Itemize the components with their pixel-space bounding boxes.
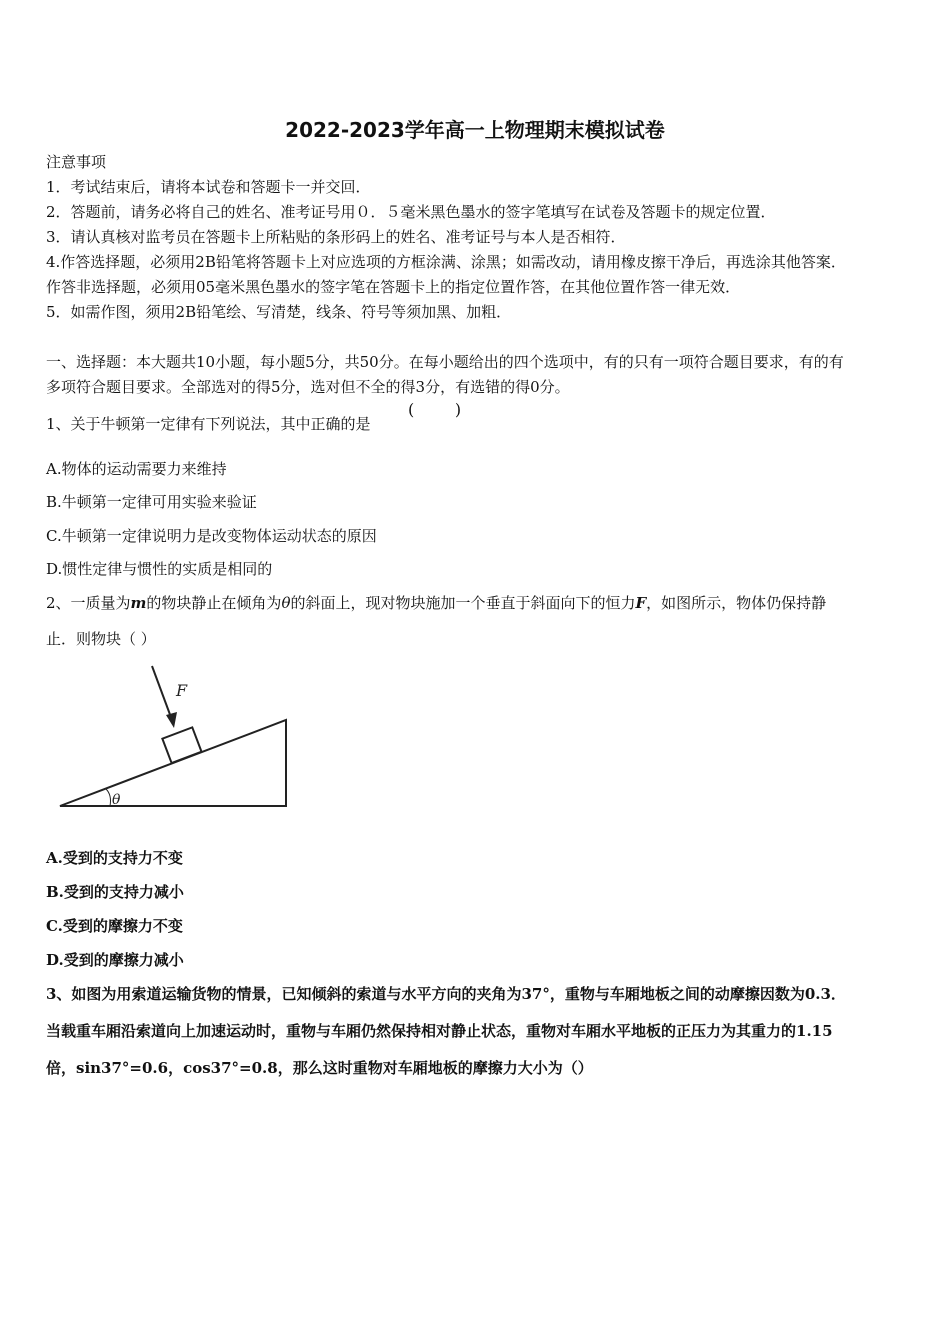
page-title: 2022-2023学年高一上物理期末模拟试卷 bbox=[285, 118, 665, 142]
q2-var-theta: θ bbox=[281, 594, 291, 612]
q1-stem: 1、关于牛顿第一定律有下列说法，其中正确的是 bbox=[46, 415, 371, 433]
force-label: F bbox=[176, 681, 188, 700]
q1-option-d: D.惯性定律与惯性的实质是相同的 bbox=[46, 560, 273, 578]
force-arrow-shaft bbox=[152, 666, 172, 720]
q2-stem-line1 bbox=[46, 593, 826, 613]
q2-option-d: D.受到的摩擦力减小 bbox=[46, 951, 184, 969]
q3-line2: 当载重车厢沿索道向上加速运动时，重物与车厢仍然保持相对静止状态，重物对车厢水平地板的正压力为其重力的1.15 bbox=[46, 1022, 833, 1040]
q2-stem-mid1: 的物块静止在倾角为 bbox=[146, 594, 282, 612]
block-group bbox=[162, 727, 201, 763]
q2-var-f: F bbox=[635, 594, 647, 612]
angle-arc bbox=[106, 789, 111, 806]
q2-stem-mid2: 的斜面上，现对物块施加一个垂直于斜面向下的恒力 bbox=[290, 594, 636, 612]
incline-figure bbox=[56, 662, 296, 812]
q1-answer-bracket: ( ) bbox=[408, 400, 462, 419]
q2-option-a: A.受到的支持力不变 bbox=[46, 849, 183, 867]
q1-option-b: B.牛顿第一定律可用实验来验证 bbox=[46, 493, 257, 511]
block bbox=[162, 727, 201, 763]
q2-option-c: C.受到的摩擦力不变 bbox=[46, 917, 183, 935]
section1-intro-line1: 一、选择题：本大题共10小题，每小题5分，共50分。在每小题给出的四个选项中，有的只有一项符合题目要求，有的有 bbox=[46, 353, 844, 371]
q1-option-c: C.牛顿第一定律说明力是改变物体运动状态的原因 bbox=[46, 527, 377, 545]
q2-option-b: B.受到的支持力减小 bbox=[46, 883, 184, 901]
section1-intro-line2: 多项符合题目要求。全部选对的得5分，选对但不全的得3分，有选错的得0分。 bbox=[46, 378, 570, 396]
force-arrow-head bbox=[166, 712, 177, 728]
q2-stem-pre: 2、一质量为 bbox=[46, 594, 131, 612]
notice-item-1: 1．考试结束后，请将本试卷和答题卡一并交回． bbox=[46, 178, 371, 196]
angle-label: θ bbox=[112, 792, 121, 808]
q2-var-m: m bbox=[130, 594, 147, 612]
notice-heading: 注意事项 bbox=[46, 153, 107, 171]
q3-line3: 倍，sin37°=0.6，cos37°=0.8，那么这时重物对车厢地板的摩擦力大小为（） bbox=[46, 1059, 593, 1077]
notice-item-3: 3．请认真核对监考员在答题卡上所粘贴的条形码上的姓名、准考证号与本人是否相符． bbox=[46, 228, 626, 246]
notice-item-5: 5．如需作图，须用2B铅笔绘、写清楚，线条、符号等须加黑、加粗． bbox=[46, 303, 512, 321]
notice-item-4: 4.作答选择题，必须用2B铅笔将答题卡上对应选项的方框涂满、涂黑；如需改动，请用橡皮擦干净后，再选涂其他答案． bbox=[46, 253, 846, 271]
notice-item-2: 2．答题前，请务必将自己的姓名、准考证号用０．５毫米黑色墨水的签字笔填写在试卷及答题卡的规定位置． bbox=[46, 203, 776, 221]
q1-option-a: A.物体的运动需要力来维持 bbox=[46, 460, 227, 478]
q3-line1: 3、如图为用索道运输货物的情景，已知倾斜的索道与水平方向的夹角为37°，重物与车厢地板之间的动摩擦因数为0.3． bbox=[46, 985, 846, 1003]
q2-stem-line2: 止．则物块（ ） bbox=[46, 630, 156, 648]
q2-stem-post: ，如图所示，物体仍保持静 bbox=[646, 594, 827, 612]
notice-item-4-cont: 作答非选择题，必须用05毫米黑色墨水的签字笔在答题卡上的指定位置作答，在其他位置作答一律无效． bbox=[46, 278, 741, 296]
